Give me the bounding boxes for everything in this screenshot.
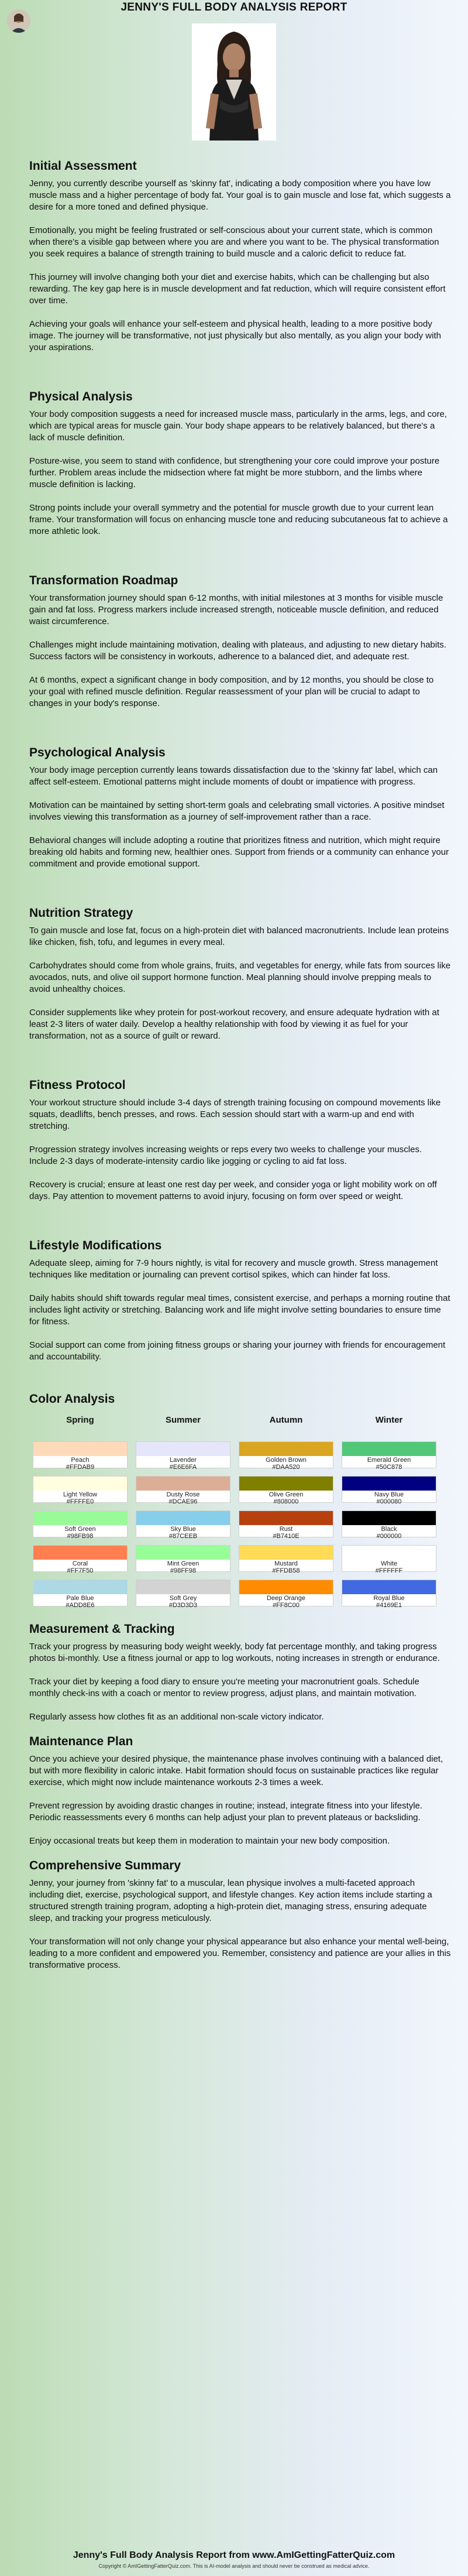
woman-portrait-icon <box>192 23 276 141</box>
swatch-name: Lavender <box>170 1457 197 1464</box>
section-heading: Physical Analysis <box>29 390 133 403</box>
color-swatch <box>136 1510 230 1540</box>
swatch-chip <box>33 1511 127 1525</box>
swatch-label <box>136 1526 230 1540</box>
comprehensive-summary-section <box>29 1859 452 1971</box>
season-winter <box>342 1414 436 1614</box>
swatch-chip <box>136 1511 230 1525</box>
season-name: Summer <box>165 1415 201 1425</box>
color-swatch <box>239 1545 333 1572</box>
swatch-chip <box>33 1546 127 1560</box>
swatch-hex: #FFFFE0 <box>66 1498 94 1505</box>
swatch-name: Olive Green <box>269 1491 304 1498</box>
section-heading: Initial Assessment <box>29 159 137 173</box>
section-paragraph: Jenny, your journey from 'skinny fat' to a muscular, lean physique involves a multi-faceted approach including diet, exercise, psychological support, and lifestyle changes. Key action items include starting a structured strength training program, adopting a high-protein diet, managing stress, ensuring adequate sleep, and tracking your progress meticulously. <box>29 1878 432 1923</box>
swatch-label <box>342 1526 436 1540</box>
swatch-hex: #D3D3D3 <box>168 1602 198 1609</box>
section-paragraph: Recovery is crucial; ensure at least one rest day per week, and consider yoga or light mobility work on off days. Pay attention to movement patterns to avoid injury, focusing on form over speed or weight. <box>29 1180 437 1201</box>
lifestyle-modifications-section <box>29 1239 452 1363</box>
swatch-name: Dusty Rose <box>166 1491 200 1498</box>
section-paragraph: Achieving your goals will enhance your self-esteem and physical health, leading to a more positive body image. The journey will be transformative, not just physically but also mentally, as you align your body with your aspirations. <box>29 319 441 352</box>
maintenance-plan-section <box>29 1735 452 1847</box>
season-autumn <box>239 1414 333 1614</box>
swatch-hex: #E6E6FA <box>169 1464 197 1471</box>
section-paragraph: Track your progress by measuring body weight weekly, body fat percentage monthly, and taking progress photos bi-monthly. Use a fitness journal or app to log workouts, noting increases in strength or endurance. <box>29 1642 440 1663</box>
section-paragraph: Jenny, you currently describe yourself as 'skinny fat', indicating a body composition where you have low muscle mass and a higher percentage of body fat. Your goal is to gain muscle and lose fat, which suggests a desire for a more toned and defined physique. <box>29 179 451 212</box>
color-swatch <box>33 1510 128 1540</box>
swatch-chip <box>136 1477 230 1491</box>
color-swatch <box>342 1510 436 1540</box>
section-paragraph: Prevent regression by avoiding drastic changes in routine; instead, integrate fitness into your lifestyle. Periodic reassessments every 6 months can help adjust your plan to prevent plateaus or backsliding. <box>29 1801 423 1823</box>
swatch-name: Royal Blue <box>373 1595 405 1602</box>
section-paragraph: Track your diet by keeping a food diary to ensure you're meeting your macronutrient goals. Schedule monthly check-ins with a coach or mentor to review progress, adjust plans, and maintain motivation. <box>29 1677 419 1698</box>
swatch-hex: #FF7F50 <box>67 1567 94 1574</box>
section-paragraph: Your body composition suggests a need for increased muscle mass, particularly in the arms, legs, and core, which are typical areas for muscle gain. Your body shape appears to be relatively balanced, but there's a lack of muscle definition. <box>29 409 447 443</box>
swatch-hex: #000080 <box>376 1498 402 1505</box>
swatch-hex: #50C878 <box>376 1464 402 1471</box>
color-swatch <box>136 1545 230 1572</box>
section-heading: Transformation Roadmap <box>29 574 178 587</box>
color-swatch <box>342 1441 436 1471</box>
avatar-portrait-icon <box>7 9 30 33</box>
section-paragraph: Your body image perception currently leans towards dissatisfaction due to the 'skinny fat' label, which can affect self-esteem. Emotional patterns might include moments of doubt or impatience with progress. <box>29 765 438 787</box>
section-heading: Comprehensive Summary <box>29 1859 181 1872</box>
color-swatch <box>33 1545 128 1572</box>
swatch-hex: #DAA520 <box>272 1464 300 1471</box>
swatch-hex: #87CEEB <box>168 1533 198 1540</box>
color-palette <box>33 1414 436 1614</box>
swatch-hex: #808000 <box>273 1498 299 1505</box>
swatch-label <box>342 1560 436 1574</box>
section-paragraph: Social support can come from joining fitness groups or sharing your journey with friends for encouragement and accountability. <box>29 1340 446 1362</box>
swatch-chip <box>239 1511 333 1525</box>
color-swatch <box>33 1441 128 1471</box>
swatch-label <box>136 1491 230 1505</box>
season-name: Winter <box>375 1415 403 1425</box>
swatch-hex: #98FF98 <box>170 1567 197 1574</box>
section-heading: Lifestyle Modifications <box>29 1239 162 1252</box>
season-name: Autumn <box>269 1415 303 1425</box>
season-name: Spring <box>66 1415 94 1425</box>
swatch-label <box>342 1491 436 1505</box>
swatch-name: Peach <box>71 1457 90 1464</box>
season-spring <box>33 1414 128 1614</box>
swatch-name: Light Yellow <box>63 1491 98 1498</box>
swatch-label <box>342 1595 436 1609</box>
color-swatch <box>239 1441 333 1471</box>
swatch-chip <box>239 1580 333 1594</box>
swatch-name: White <box>380 1560 398 1567</box>
color-swatch <box>239 1580 333 1609</box>
swatch-hex: #DCAE96 <box>168 1498 198 1505</box>
swatch-label <box>33 1491 127 1505</box>
section-heading: Psychological Analysis <box>29 746 166 759</box>
swatch-hex: #000000 <box>376 1533 402 1540</box>
swatch-name: Mustard <box>274 1560 298 1567</box>
swatch-label <box>239 1595 333 1609</box>
season-summer <box>136 1414 230 1614</box>
section-paragraph: Adequate sleep, aiming for 7-9 hours nightly, is vital for recovery and muscle growth. Stress management techniques like meditation or journaling can prevent cortisol spikes, which can hinder fat loss. <box>29 1258 438 1280</box>
color-swatch <box>33 1580 128 1609</box>
footer <box>0 2550 468 2569</box>
swatch-chip <box>33 1477 127 1491</box>
swatch-chip <box>136 1546 230 1560</box>
section-paragraph: Your transformation journey should span 6-12 months, with initial milestones at 3 months for visible muscle gain and fat loss. Progress markers include increased strength, noticeable muscle definition, and reduced waist circumference. <box>29 593 443 626</box>
fitness-protocol-section <box>29 1078 452 1203</box>
section-paragraph: Consider supplements like whey protein for post-workout recovery, and ensure adequate hydration with at least 2-3 liters of water daily. Develop a healthy relationship with food by viewing it as fuel for your transformation, not as a source of guilt or reward. <box>29 1008 439 1041</box>
section-paragraph: Challenges might include maintaining motivation, dealing with plateaus, and adjusting to new dietary habits. Success factors will be consistency in workouts, adherence to a balanced diet, and adequate rest. <box>29 640 446 662</box>
color-analysis-heading: Color Analysis <box>29 1392 115 1406</box>
physical-analysis-section <box>29 390 452 537</box>
section-paragraph: Regularly assess how clothes fit as an additional non-scale victory indicator. <box>29 1712 324 1722</box>
swatch-name: Sky Blue <box>170 1526 196 1533</box>
section-paragraph: Carbohydrates should come from whole grains, fruits, and vegetables for energy, while fats from sources like avocados, nuts, and olive oil support hormone function. Meal planning should involve prepping meals to avoid unhealthy choices. <box>29 961 451 994</box>
report-title: JENNY'S FULL BODY ANALYSIS REPORT <box>121 1 347 13</box>
swatch-name: Navy Blue <box>374 1491 404 1498</box>
section-heading: Nutrition Strategy <box>29 906 133 920</box>
psychological-analysis-section <box>29 746 452 870</box>
swatch-hex: #FF8C00 <box>273 1602 300 1609</box>
section-paragraph: To gain muscle and lose fat, focus on a high-protein diet with balanced macronutrients. Include lean proteins like chicken, fish, tofu, and legumes in every meal. <box>29 926 449 947</box>
swatch-hex: #98FB98 <box>67 1533 94 1540</box>
swatch-label <box>239 1560 333 1574</box>
swatch-chip <box>239 1546 333 1560</box>
swatch-label <box>33 1560 127 1574</box>
swatch-chip <box>136 1580 230 1594</box>
swatch-name: Golden Brown <box>266 1457 307 1464</box>
swatch-label <box>33 1595 127 1609</box>
section-paragraph: Posture-wise, you seem to stand with confidence, but strengthening your core could improve your posture further. Problem areas include the midsection where fat might be more stubborn, and the limbs where muscle definition is lacking. <box>29 456 440 489</box>
section-paragraph: Emotionally, you might be feeling frustrated or self-conscious about your current state, which is common when there's a visible gap between where you are and where you want to be. The physical transformation you seek requires a balance of strength training to build muscle and a caloric deficit to reduce fat. <box>29 225 439 259</box>
swatch-label <box>136 1560 230 1574</box>
report-content <box>29 159 452 1983</box>
section-paragraph: Progression strategy involves increasing weights or reps every two weeks to challenge your muscles. Include 2-3 days of moderate-intensity cardio like jogging or cycling to aid fat loss. <box>29 1145 422 1166</box>
footer-copyright: Copyright © AmIGettingFatterQuiz.com. This is AI-model analysis and should never be construed as medical advice. <box>98 2563 370 2569</box>
swatch-hex: #FFDAB9 <box>66 1464 95 1471</box>
swatch-name: Pale Blue <box>66 1595 94 1602</box>
swatch-chip <box>342 1580 436 1594</box>
section-paragraph: Once you achieve your desired physique, the maintenance phase involves continuing with a balanced diet, but with more flexibility in caloric intake. Habit formation should focus on sustainable practices like regular exercise, which might now include maintenance workouts 2-3 times a week. <box>29 1754 443 1787</box>
color-swatch <box>33 1476 128 1503</box>
section-paragraph: This journey will involve changing both your diet and exercise habits, which can be challenging but also rewarding. The key gap here is in muscle development and fat reduction, which will require consistent effort over time. <box>29 272 446 306</box>
swatch-label <box>33 1526 127 1540</box>
swatch-hex: #B7410E <box>273 1533 300 1540</box>
swatch-name: Emerald Green <box>367 1457 411 1464</box>
swatch-label <box>239 1491 333 1505</box>
swatch-chip <box>239 1442 333 1456</box>
swatch-hex: #FFDB58 <box>272 1567 300 1574</box>
swatch-name: Black <box>381 1526 397 1533</box>
footer-text: Jenny's Full Body Analysis Report from www.AmIGettingFatterQuiz.com <box>73 2550 395 2560</box>
color-swatch <box>239 1476 333 1503</box>
swatch-name: Soft Grey <box>169 1595 197 1602</box>
section-paragraph: Strong points include your overall symmetry and the potential for muscle growth due to your current lean frame. Your transformation will focus on enhancing muscle tone and reducing subcutaneous fat to achieve a more athletic look. <box>29 503 448 536</box>
color-swatch <box>136 1476 230 1503</box>
hero-portrait <box>192 23 276 141</box>
section-paragraph: At 6 months, expect a significant change in body composition, and by 12 months, you should be close to your goal with refined muscle definition. Regular reassessment of your plan will be crucial to adapt to changes in your body's response. <box>29 675 434 708</box>
swatch-chip <box>342 1442 436 1456</box>
section-paragraph: Your transformation will not only change your physical appearance but also enhance your mental well-being, leading to a more confident and empowered you. Remember, consistency and patience are your allies in this transformative process. <box>29 1937 451 1970</box>
swatch-chip <box>33 1442 127 1456</box>
section-heading: Fitness Protocol <box>29 1078 126 1092</box>
measurement-and-tracking-section <box>29 1622 452 1723</box>
color-swatch <box>136 1580 230 1609</box>
swatch-chip <box>342 1546 436 1560</box>
tracking-sections <box>29 1622 452 1971</box>
color-swatch <box>342 1476 436 1503</box>
swatch-chip <box>33 1580 127 1594</box>
analysis-sections <box>29 159 452 1363</box>
color-swatch <box>342 1545 436 1572</box>
swatch-hex: #FFFFFF <box>375 1567 403 1574</box>
color-swatch <box>239 1510 333 1540</box>
swatch-chip <box>136 1442 230 1456</box>
section-heading: Maintenance Plan <box>29 1735 133 1748</box>
color-swatch <box>342 1580 436 1609</box>
section-heading: Measurement & Tracking <box>29 1622 175 1636</box>
section-paragraph: Daily habits should shift towards regular meal times, consistent exercise, and perhaps a morning routine that includes light activity or stretching. Balancing work and life might involve setting boundaries to ensure time for fitness. <box>29 1293 450 1327</box>
swatch-name: Deep Orange <box>266 1595 306 1602</box>
section-paragraph: Your workout structure should include 3-4 days of strength training focusing on compound movements like squats, deadlifts, bench presses, and rows. Each session should start with a warm-up and end with stretching. <box>29 1098 441 1131</box>
swatch-chip <box>342 1477 436 1491</box>
initial-assessment-section <box>29 159 452 354</box>
swatch-label <box>136 1457 230 1471</box>
section-paragraph: Motivation can be maintained by setting short-term goals and celebrating small victories. A positive mindset involves viewing this transformation as a journey of self-improvement rather than a race. <box>29 800 445 822</box>
color-analysis-section <box>29 1393 452 1614</box>
swatch-label <box>239 1526 333 1540</box>
swatch-label <box>136 1595 230 1609</box>
section-paragraph: Behavioral changes will include adopting a routine that prioritizes fitness and nutrition, which might require breaking old habits and forming new, healthier ones. Support from friends or a community can enhance your commitment and provide emotional support. <box>29 835 449 869</box>
swatch-name: Soft Green <box>64 1526 96 1533</box>
swatch-label <box>33 1457 127 1471</box>
swatch-name: Coral <box>72 1560 88 1567</box>
swatch-name: Mint Green <box>167 1560 199 1567</box>
swatch-label <box>342 1457 436 1471</box>
swatch-chip <box>342 1511 436 1525</box>
swatch-hex: #4169E1 <box>376 1602 402 1609</box>
swatch-hex: #ADD8E6 <box>66 1602 95 1609</box>
color-swatch <box>136 1441 230 1471</box>
nutrition-strategy-section <box>29 906 452 1042</box>
avatar <box>7 9 30 33</box>
swatch-label <box>239 1457 333 1471</box>
section-paragraph: Enjoy occasional treats but keep them in moderation to maintain your new body composition. <box>29 1836 390 1846</box>
transformation-roadmap-section <box>29 574 452 710</box>
swatch-name: Rust <box>279 1526 293 1533</box>
swatch-chip <box>239 1477 333 1491</box>
